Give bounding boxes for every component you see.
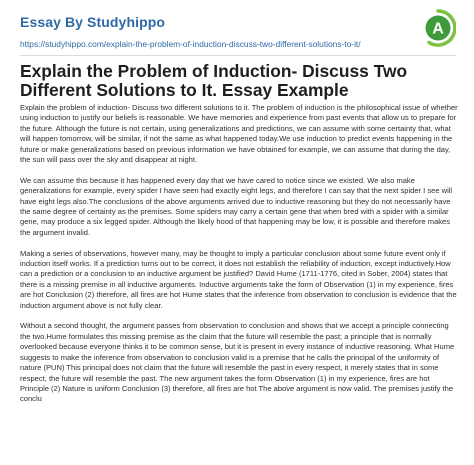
studyhippo-logo-icon[interactable] bbox=[420, 8, 456, 48]
essay-paragraph: Explain the problem of induction- Discuss two different solutions to it. The problem of induction is the philosophical issue of whether using induction to justify our beliefs is reasonable. We have memories and experience from past events that allow us to prepare for the future. Although the future is not certain, using generalizations and predictions, we can assume with some certainty that, what will happen tomorrow, will be similar, if not the same as what happened today.We use induction to predict events happening in the future or make generalizations based on previous information we have obtained for example, we can assume that during the day, the sun will pass over the sky and disappear at night. bbox=[20, 103, 458, 165]
site-title-link[interactable]: Essay By Studyhippo bbox=[20, 14, 166, 30]
essay-paragraph: Without a second thought, the argument passes from observation to conclusion and shows that we accept a principle connecting the two.Hume formulates this missing premise as the claim that the future will resemble the past; a principle that is normally overlooked because everyone thinks it to be common sense, but it is present in every instance of inductive reasoning. What Hume suggests to make the inference from observation to conclusion valid is a premise that he calls the principal of the uniformity of nature (PUN) This principal does not claim that the future will resemble the past in every respect, it merely states that in some respect, the future will resemble the past. The new argument takes the form Observation (1) in my experience, fires are hot Principle (2) Nature is uniform Conclusion (3) therefore, all fires are hot The above argument is now valid. The premises justify the conclu bbox=[20, 321, 455, 404]
essay-paragraph: Making a series of observations, however many, may be thought to imply a particular conclusion about some future event only if induction itself works. If a prediction turns out to be correct, it does not establish the reliability of induction, except inductively.How can a prediction or a conclusion to an inductive argument be justified? David Hume (1711-1776, cited in Sober, 2004) states that there is a missing premise in all inductive arguments. Inductive arguments take the form of Observation (1) in my experience, fires are hot Conclusion (2) therefore, all fires are hot Hume states that the inference from observation to conclusion is evidence that the induction argument above is not fully clear. bbox=[20, 248, 457, 310]
essay-paragraph: We can assume this because it has happened every day that we have cared to notice since we existed. We also make generalizations for example, every spider I have seen had exactly eight legs, and therefore I can say that the next spider I see will have eight legs also.The conclusions of the above arguments arrived due to inductive reasoning but they do not necessarily have the same degree of certainty as the premises. Some spiders may carry a certain gene that when bred with a spider with a similar gene, may produce a six legged spider. Although the likely hood of that happening may be low, it is possible and therefore makes the argument invalid. bbox=[20, 175, 453, 237]
page-url-link[interactable]: https://studyhippo.com/explain-the-problem-of-induction-discuss-two-different-solutions-to-it/ bbox=[20, 39, 361, 49]
essay-title: Explain the Problem of Induction- Discuss Two Different Solutions to It. Essay Example bbox=[20, 61, 408, 100]
logo-letter: A bbox=[432, 20, 444, 38]
header-divider bbox=[20, 55, 456, 56]
essay-body bbox=[20, 103, 458, 415]
site-header bbox=[0, 0, 474, 56]
